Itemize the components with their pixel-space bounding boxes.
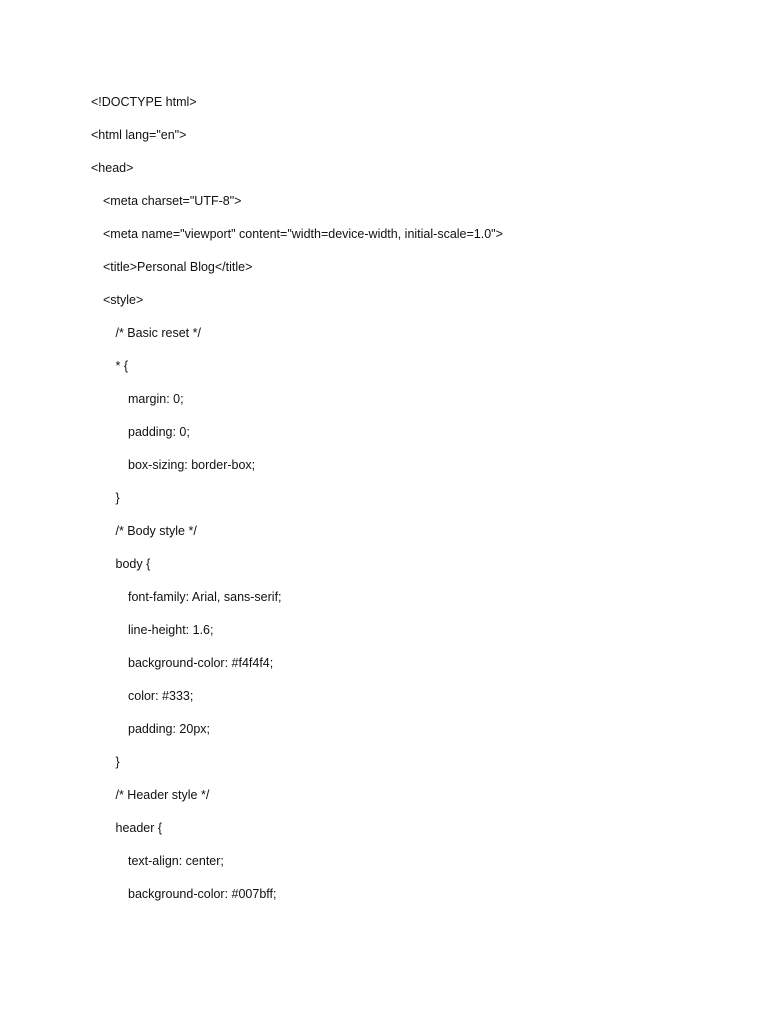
document-line: margin: 0; <box>128 392 184 406</box>
document-line: /* Body style */ <box>115 524 197 538</box>
document-line: padding: 20px; <box>128 722 211 736</box>
document-body <box>91 92 731 917</box>
document-line: <title>Personal Blog</title> <box>103 260 253 274</box>
document-line: padding: 0; <box>128 425 190 439</box>
document-line: <!DOCTYPE html> <box>91 95 197 109</box>
document-line: <meta charset="UTF-8"> <box>103 194 242 208</box>
document-line: * { <box>115 359 129 373</box>
document-line: color: #333; <box>128 689 194 703</box>
document-line: <html lang="en"> <box>91 128 187 142</box>
document-line: header { <box>115 821 163 835</box>
document-line: background-color: #007bff; <box>128 887 277 901</box>
document-line: font-family: Arial, sans-serif; <box>128 590 282 604</box>
document-line: } <box>115 755 120 769</box>
document-line: background-color: #f4f4f4; <box>128 656 274 670</box>
document-line: /* Header style */ <box>115 788 210 802</box>
document-line: line-height: 1.6; <box>128 623 214 637</box>
document-line: } <box>115 491 120 505</box>
document-line: <style> <box>103 293 144 307</box>
document-line: box-sizing: border-box; <box>128 458 256 472</box>
document-line: /* Basic reset */ <box>115 326 201 340</box>
document-line: <meta name="viewport" content="width=device-width, initial-scale=1.0"> <box>103 227 503 241</box>
document-line: <head> <box>91 161 134 175</box>
document-line: body { <box>115 557 151 571</box>
document-line: text-align: center; <box>128 854 224 868</box>
